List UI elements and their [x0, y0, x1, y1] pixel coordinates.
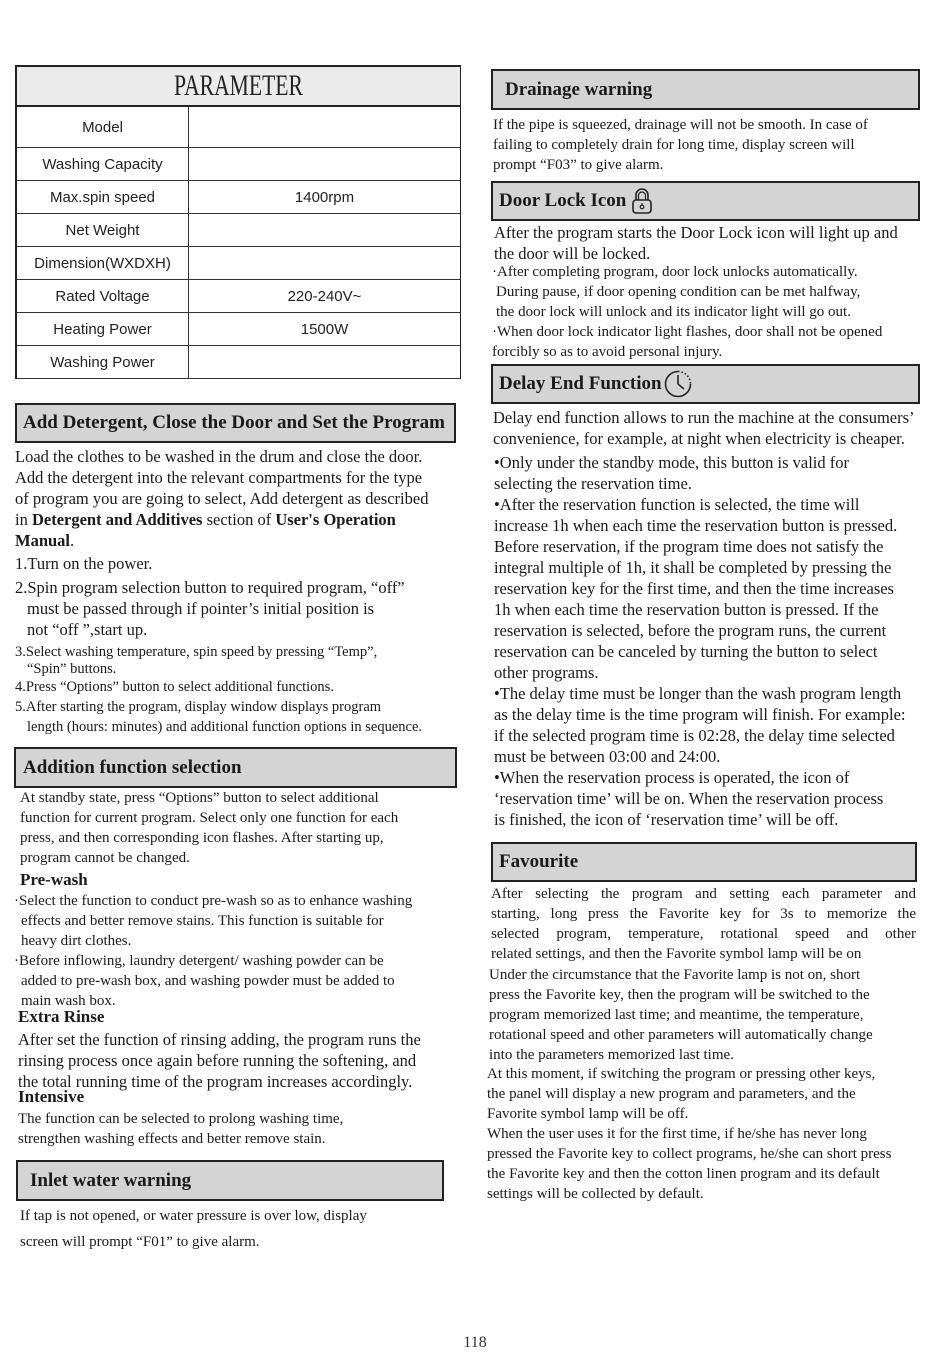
param-value: 1500W — [189, 313, 461, 346]
addition-function-intro: At standby state, press “Options” button to select additional function for current program. Select only one function for each press, and then corresponding icon flashes. After starting up, program cannot be changed. — [20, 790, 399, 866]
param-value — [189, 148, 461, 181]
prewash-text: ·Select the function to conduct pre-wash so as to enhance washing effects and better remove stains. This function is suitable for heavy dirt clothes. ·Before inflowing, laundry detergent/ washing powder can be added to pre-wash box, and washing powder must be added to main wash box. — [14, 893, 413, 1009]
param-value: 220-240V~ — [189, 280, 461, 313]
param-label: Model — [17, 107, 189, 148]
step-3: 3.Select washing temperature, spin speed by pressing “Temp”, “Spin” buttons. — [15, 644, 378, 677]
table-row — [17, 214, 460, 247]
clock-icon — [663, 369, 693, 399]
extra-rinse-heading: Extra Rinse — [18, 1007, 105, 1026]
param-value — [189, 346, 461, 379]
param-label: Dimension(WXDXH) — [17, 247, 189, 280]
intensive-heading: Intensive — [18, 1087, 85, 1106]
table-row — [17, 247, 460, 280]
table-row — [17, 148, 460, 181]
param-value — [189, 247, 461, 280]
table-row — [17, 280, 460, 313]
param-label: Washing Power — [17, 346, 189, 379]
door-lock-text-1: After the program starts the Door Lock icon will light up and the door will be locked. — [494, 223, 898, 263]
parameter-table — [15, 65, 461, 379]
page-number: 118 — [463, 1334, 487, 1351]
delay-end-details: •Only under the standby mode, this button is valid for selecting the reservation time. •After the reservation function is selected, the time will increase 1h when each time the reservation button is pressed. Before reservation, if the program time does not satisfy the integral multiple of 1h, it shall be completed by pressing the reservation key for the first time, and then the time increases 1h when each time the reservation button is pressed. If the reservation is selected, before the program runs, the current reservation can be canceled by turning the button to select other programs. •The delay time must be longer than the wash program length as the delay time is the time program will finish. For example: if the selected program time is 02:28, the delay time selected must be between 03:00 and 24:00. •When the reservation process is operated, the icon of ‘reservation time’ will be on. When the reservation process is finished, the icon of ‘reservation time’ will be off. — [494, 453, 906, 829]
section-header-inlet-water-warning: Inlet water warning — [16, 1160, 444, 1201]
prewash-heading: Pre-wash — [20, 870, 88, 889]
param-label: Washing Capacity — [17, 148, 189, 181]
table-row — [17, 313, 460, 346]
section-header-drainage-warning: Drainage warning — [491, 69, 920, 110]
door-lock-text-2: ·After completing program, door lock unlocks automatically. During pause, if door opening condition can be met halfway, the door lock will unlock and its indicator light will go out. ·When door lock indicator light flashes, door shall not be opened forcibly so as to avoid personal injury. — [492, 264, 883, 360]
table-row — [17, 181, 460, 214]
favourite-text-3: At this moment, if switching the program or pressing other keys, the panel will display a new program and parameters, and the Favorite symbol lamp will be off. When the user uses it for the first time, if he/she has never long pressed the Favorite key to collect programs, he/she can short press the Favorite key and then the cotton linen program and its default settings will be collected by default. — [487, 1066, 892, 1202]
table-row — [17, 107, 460, 148]
drainage-warning-text: If the pipe is squeezed, drainage will not be smooth. In case of failing to completely drain for long time, display screen will prompt “F03” to give alarm. — [493, 117, 868, 173]
parameter-table-title: PARAMETER — [17, 67, 460, 107]
inlet-warning-text: If tap is not opened, or water pressure is over low, display screen will prompt “F01” to give alarm. — [20, 1208, 367, 1250]
section-header-addition-function: Addition function selection — [14, 747, 457, 788]
intensive-text: The function can be selected to prolong washing time, strengthen washing effects and better remove stain. — [18, 1111, 344, 1147]
section-header-delay-end: Delay End Function — [491, 364, 920, 404]
param-value: 1400rpm — [189, 181, 461, 214]
favourite-text-2: Under the circumstance that the Favorite lamp is not on, short press the Favorite key, then the program will be switched to the program memorized last time; and meantime, the temperature, rotational speed and other parameters will automatically change into the parameters memorized last time. — [489, 967, 873, 1063]
step-1: 1.Turn on the power. — [15, 554, 153, 573]
param-label: Rated Voltage — [17, 280, 189, 313]
favourite-text-1: After selecting the program and setting each parameter and starting, long press the Favorite key for 3s to memorize the selected program, temperature, rotational speed and other related settings, and then the Favorite symbol lamp will be on — [491, 886, 916, 962]
param-value — [189, 214, 461, 247]
param-value — [189, 107, 461, 148]
extra-rinse-text: After set the function of rinsing adding, the program runs the rinsing process once again before running the softening, and the total running time of the program increases accordingly. — [18, 1030, 421, 1091]
delay-end-intro: Delay end function allows to run the machine at the consumers’ convenience, for example, at night when electricity is cheaper. — [493, 408, 915, 448]
add-detergent-intro: Load the clothes to be washed in the drum and close the door. Add the detergent into the relevant compartments for the type of program you are going to select, Add detergent as described in Detergent and Additives section of User's Operation Manual. — [15, 447, 429, 550]
param-label: Net Weight — [17, 214, 189, 247]
step-2: 2.Spin program selection button to required program, “off” must be passed through if pointer’s initial position is not “off ”,start up. — [15, 578, 405, 639]
section-header-door-lock: Door Lock Icon — [491, 181, 920, 221]
section-header-add-detergent: Add Detergent, Close the Door and Set the Program — [15, 403, 456, 443]
step-5: 5.After starting the program, display window displays program length (hours: minutes) and additional function options in sequence. — [15, 699, 423, 735]
padlock-icon — [631, 187, 653, 215]
table-row — [17, 346, 460, 379]
param-label: Heating Power — [17, 313, 189, 346]
step-4: 4.Press “Options” button to select additional functions. — [15, 679, 334, 695]
param-label: Max.spin speed — [17, 181, 189, 214]
section-header-favourite: Favourite — [491, 842, 917, 882]
parameter-table-body — [17, 107, 460, 379]
